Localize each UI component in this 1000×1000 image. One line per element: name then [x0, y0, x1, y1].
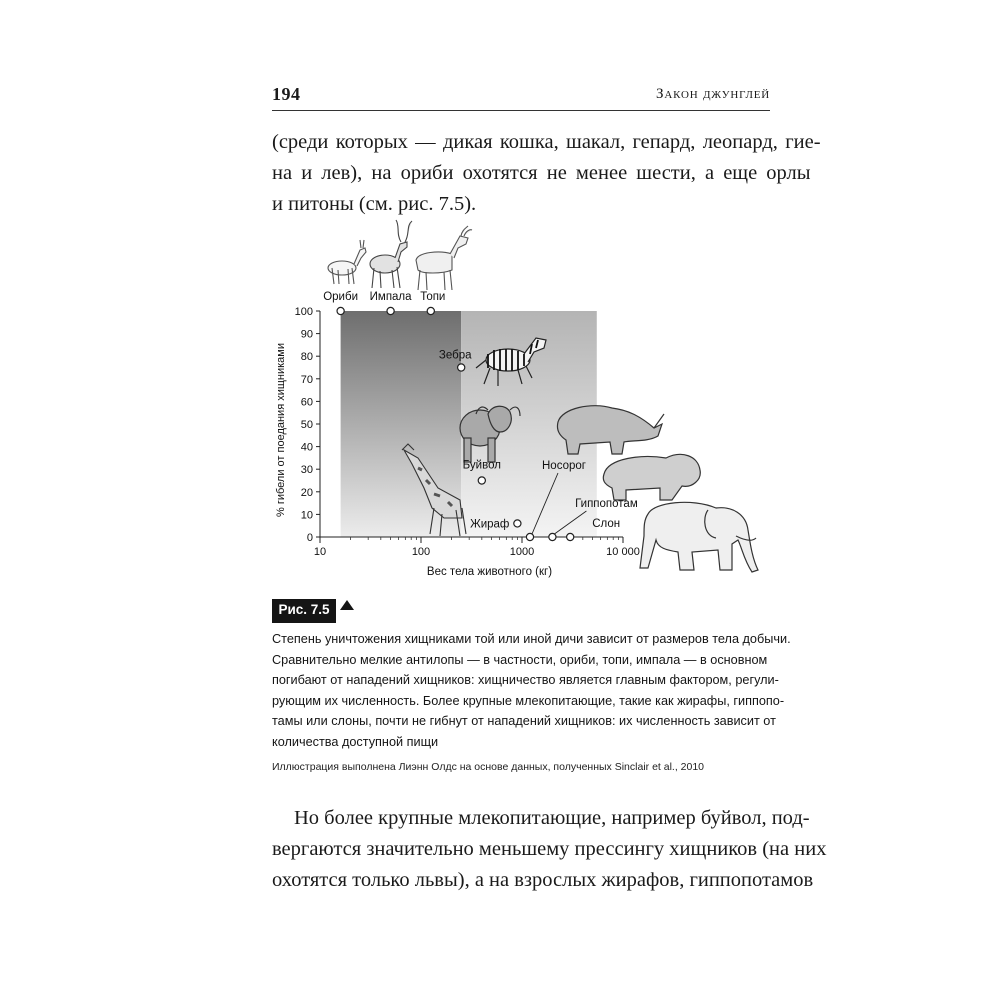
point-label: Слон — [592, 518, 621, 530]
caption-line: погибают от нападений хищников: хищничество является главным фактором, регули- — [272, 673, 779, 688]
y-tick-label: 10 — [300, 509, 313, 522]
text-line: вергаются значительно меньшему прессингу хищников (на них — [272, 838, 827, 860]
page-header — [272, 84, 770, 108]
point-6 — [514, 520, 521, 527]
x-tick-label: 100 — [411, 546, 431, 558]
point-label: Жираф — [470, 518, 510, 531]
point-8 — [549, 533, 556, 540]
y-tick-label: 50 — [300, 419, 313, 431]
y-tick-label: 0 — [306, 532, 313, 544]
point-label: Импала — [369, 291, 412, 303]
point-2 — [387, 307, 394, 314]
y-tick-label: 80 — [300, 351, 313, 364]
x-tick-label: 1000 — [509, 546, 535, 558]
y-tick-label: 60 — [300, 396, 313, 409]
paragraph-top — [272, 127, 821, 220]
paragraph-bottom — [272, 803, 827, 896]
y-tick-label: 40 — [300, 441, 313, 454]
oribi-illustration — [328, 240, 366, 284]
text-line: на и лев), на ориби охотятся не менее шести, а еще орлы — [272, 162, 811, 184]
caption-line: количества доступной пищи — [272, 734, 439, 749]
point-label: Зебра — [438, 349, 472, 362]
point-label: Топи — [420, 291, 446, 303]
point-label: Буйвол — [462, 459, 501, 472]
point-label: Гиппопотам — [575, 498, 638, 510]
topi-illustration — [416, 226, 472, 290]
running-title: Закон джунглей — [656, 86, 770, 102]
impala-illustration — [370, 220, 412, 288]
caption-line: Степень уничтожения хищниками той или иной дичи зависит от размеров тела добычи. — [272, 632, 791, 646]
point-7 — [526, 533, 533, 540]
text-line: (среди которых — дикая кошка, шакал, гепард, леопард, гие- — [272, 131, 821, 153]
y-tick-label: 20 — [300, 486, 313, 499]
caption-line: рующим их численность. Более крупные млекопитающие, такие как жирафы, гиппопо- — [272, 693, 785, 708]
y-axis-title: % гибели от поедания хищниками — [275, 342, 287, 518]
figure-credit: Иллюстрация выполнена Лиэнн Олдс на основе данных, полученных Sinclair et al., 2010 — [272, 761, 705, 773]
figure-tag-label: Рис. 7.5 — [278, 602, 330, 617]
point-3 — [427, 307, 434, 314]
y-tick-label: 30 — [300, 464, 313, 477]
text-line: охотятся только львы), а на взрослых жирафов, гиппопотамов — [272, 869, 814, 891]
text-line: и питоны (см. рис. 7.5). — [272, 193, 477, 215]
caption-line: Сравнительно мелкие антилопы — в частности, ориби, топи, импала — в основном — [272, 652, 768, 667]
text-line: Но более крупные млекопитающие, например буйвол, под- — [294, 807, 810, 829]
point-9 — [567, 533, 574, 540]
x-tick-label: 10 — [313, 546, 327, 558]
triangle-up-icon — [340, 600, 354, 610]
hippo-illustration — [603, 454, 700, 500]
point-4 — [458, 364, 465, 371]
point-label: Носорог — [542, 460, 586, 472]
x-axis-title: Вес тела животного (кг) — [426, 566, 553, 578]
point-1 — [337, 307, 344, 314]
figure-chart — [262, 218, 782, 593]
figure-caption — [272, 629, 791, 753]
y-tick-label: 90 — [300, 328, 313, 341]
point-5 — [478, 477, 485, 484]
figure-tag — [272, 599, 336, 623]
y-tick-label: 70 — [300, 373, 313, 386]
rhino-illustration — [557, 406, 664, 454]
page-number: 194 — [272, 84, 301, 104]
y-tick-label: 100 — [294, 306, 313, 318]
x-tick-label: 10 000 — [606, 546, 640, 558]
header-rule — [272, 110, 770, 111]
caption-line: тамы или слоны, почти не гибнут от нападений хищников: их численность зависит от — [272, 714, 776, 729]
elephant-illustration — [640, 502, 758, 572]
point-label: Ориби — [323, 291, 359, 303]
